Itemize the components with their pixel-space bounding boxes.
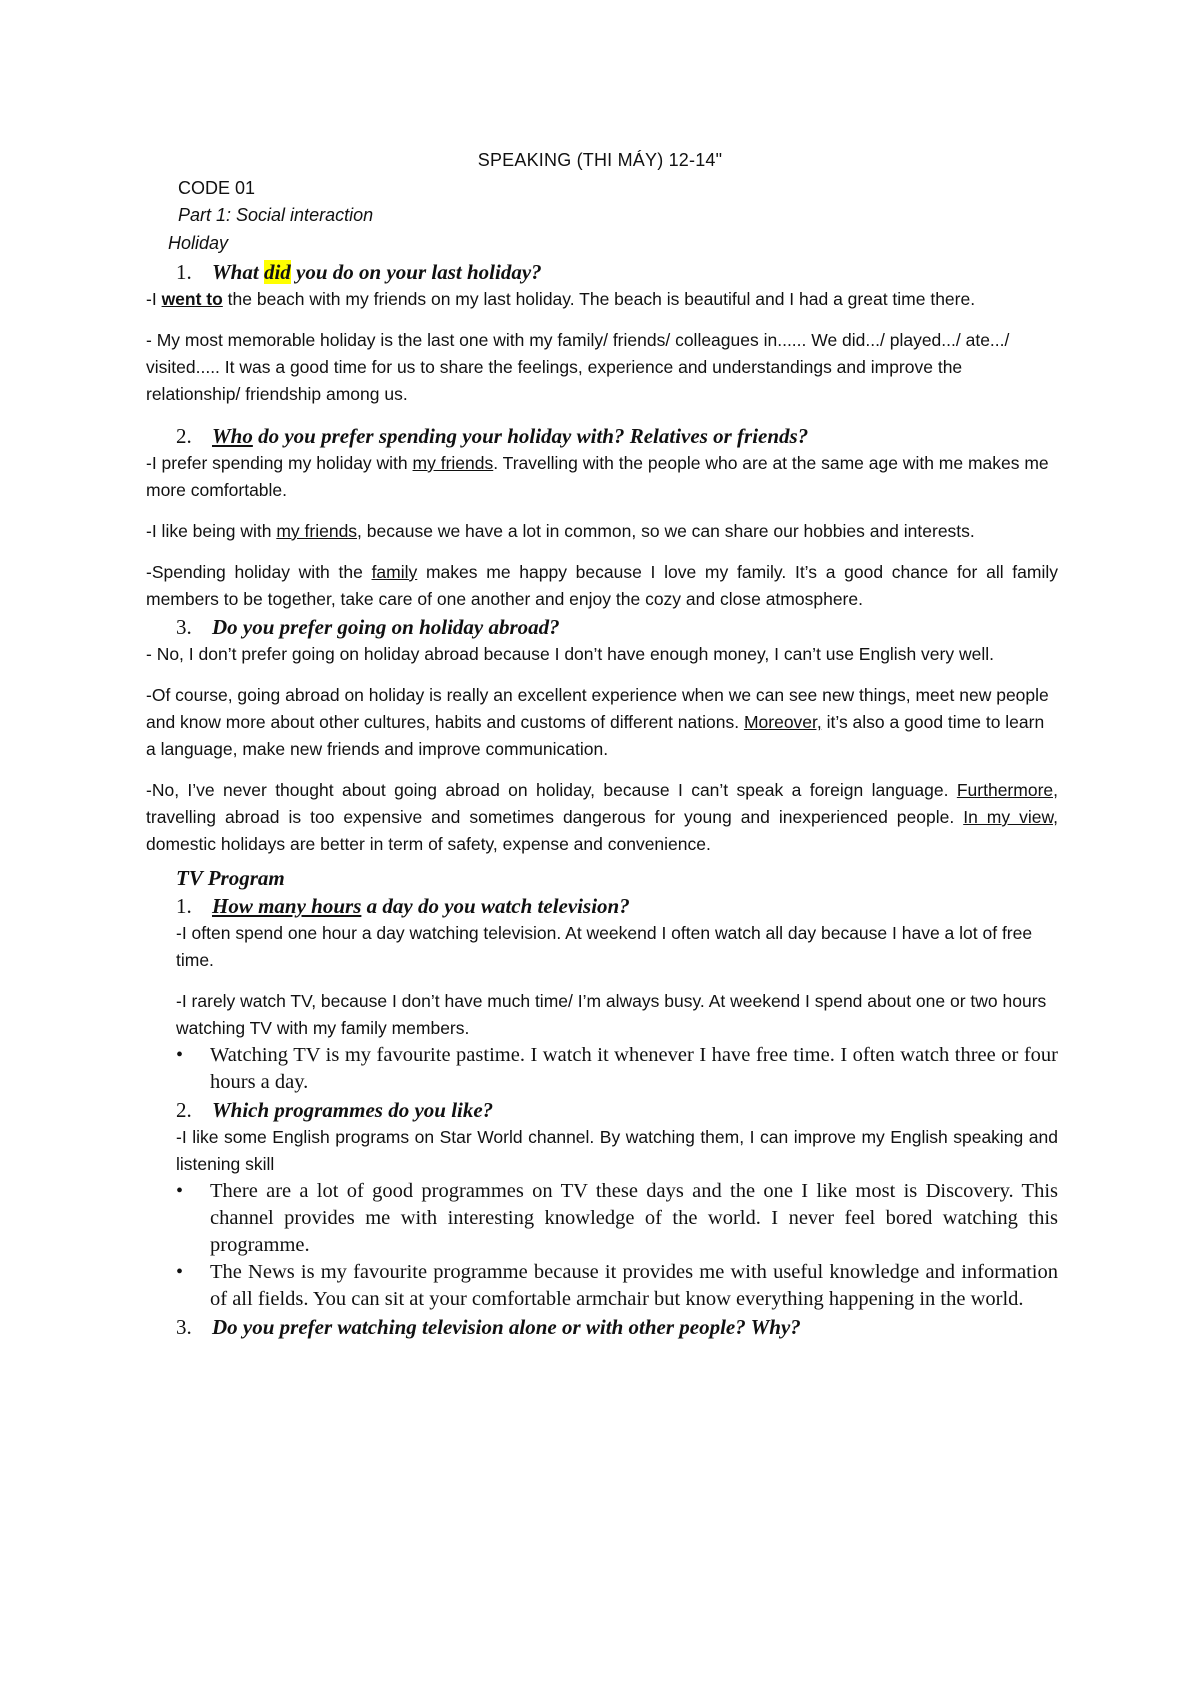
answer-text: -I like being with: [146, 521, 277, 541]
answer-text: -I: [146, 289, 162, 309]
question-text: do you prefer spending your holiday with? Relatives or friends?: [252, 424, 809, 448]
answer-paragraph: [146, 682, 1058, 763]
underlined-phrase: Furthermore,: [956, 780, 1058, 800]
bullet-icon: •: [176, 1261, 184, 1283]
answer-paragraph: [146, 450, 1058, 504]
answer-paragraph: -I like some English programs on Star World channel. By watching them, I can improve my English speaking and listening skill: [176, 1127, 1058, 1174]
question-number: 2.: [176, 424, 192, 448]
bullet-text: The News is my favourite programme because it provides me with useful knowledge and information of all fields. You can sit at your comfortable armchair but know everything happening in the world.: [210, 1261, 1058, 1310]
answer-paragraph: [146, 777, 1058, 858]
question-tv-3: [176, 1313, 1058, 1341]
underlined-phrase: my friends,: [276, 521, 362, 541]
question-text: Do you prefer going on holiday abroad?: [212, 615, 560, 639]
answer-paragraph: - No, I don’t prefer going on holiday abroad because I don’t have enough money, I can’t use English very well.: [146, 644, 994, 664]
underlined-phrase: In my view,: [963, 807, 1058, 827]
question-text: Do you prefer watching television alone or with other people? Why?: [212, 1315, 801, 1339]
bullet-item: [176, 1259, 1058, 1313]
document-title: SPEAKING (THI MÁY) 12-14": [477, 150, 723, 170]
underlined-phrase: How many hours: [212, 894, 362, 918]
answer-text: -No, I’ve never thought about going abroad on holiday, because I can’t speak a foreign language.: [146, 780, 957, 800]
bullet-item: [176, 1042, 1058, 1096]
question-number: 3.: [176, 1315, 192, 1339]
underlined-phrase: Who: [212, 424, 253, 448]
answer-paragraph: [146, 518, 1058, 545]
question-number: 3.: [176, 615, 192, 639]
question-holiday-3: [176, 613, 1058, 641]
bullet-item: [176, 1178, 1058, 1259]
answer-text: it’s also a good time to learn a language, make new friends and improve communication.: [146, 712, 1045, 759]
topic-holiday: Holiday: [168, 233, 229, 253]
question-number: 1.: [176, 260, 192, 284]
bullet-text: There are a lot of good programmes on TV these days and the one I like most is Discovery. This channel provides me with interesting knowledge of the world. I never feel bored watching this programme.: [210, 1180, 1058, 1256]
question-text: Which programmes do you like?: [212, 1098, 494, 1122]
document-body: [146, 258, 1058, 1341]
answer-paragraph: -I often spend one hour a day watching television. At weekend I often watch all day because I have a lot of free time.: [176, 923, 1033, 970]
question-number: 1.: [176, 894, 192, 918]
code-label: CODE 01: [178, 178, 256, 198]
answer-paragraph: -I rarely watch TV, because I don’t have much time/ I’m always busy. At weekend I spend about one or two hours watching TV with my family members.: [176, 991, 1047, 1038]
answer-paragraph: [146, 286, 1058, 313]
underlined-phrase: went to: [161, 289, 223, 309]
answer-text: makes me happy because I love my family. It’s a good chance for all family members to be together, take care of one another and enjoy the cozy and close atmosphere.: [146, 562, 1059, 609]
answer-text: -Of course, going abroad on holiday is really an excellent experience when we can see new things, meet new people and know more about other cultures, habits and customs of different nations.: [146, 685, 1049, 732]
question-text: you do on your last holiday?: [290, 260, 542, 284]
highlighted-word: did: [263, 260, 291, 284]
question-text: What: [212, 260, 264, 284]
question-tv-1: [176, 892, 1058, 920]
underlined-phrase: my friends: [412, 453, 494, 473]
question-text: a day do you watch television?: [361, 894, 630, 918]
answer-paragraph: [146, 559, 1058, 613]
answer-paragraph: - My most memorable holiday is the last one with my family/ friends/ colleagues in...... We did.../ played.../ ate.../ visited..... It was a good time for us to share the feelings, experience and understandings and improve the relationship/ friendship among us.: [146, 330, 1010, 404]
answer-text: because we have a lot in common, so we can share our hobbies and interests.: [361, 521, 975, 541]
answer-text: travelling abroad is too expensive and sometimes dangerous for young and inexperienced people.: [146, 807, 964, 827]
answer-text: -Spending holiday with the: [146, 562, 372, 582]
answer-text: -I prefer spending my holiday with: [146, 453, 413, 473]
answer-text: the beach with my friends on my last holiday. The beach is beautiful and I had a great time there.: [222, 289, 976, 309]
bullet-icon: •: [176, 1044, 184, 1066]
answer-text: domestic holidays are better in term of safety, expense and convenience.: [146, 834, 711, 854]
underlined-phrase: Moreover,: [743, 712, 822, 732]
bullet-icon: •: [176, 1180, 184, 1202]
question-number: 2.: [176, 1098, 192, 1122]
question-tv-2: [176, 1096, 1058, 1124]
question-holiday-1: [176, 258, 1058, 286]
question-holiday-2: [176, 422, 1058, 450]
topic-tv-program: TV Program: [176, 866, 285, 890]
part-heading: Part 1: Social interaction: [178, 205, 374, 225]
underlined-phrase: family: [371, 562, 418, 582]
bullet-text: Watching TV is my favourite pastime. I watch it whenever I have free time. I often watch three or four hours a day.: [210, 1044, 1058, 1093]
answer-text: . Travelling with the people who are at the same age with me makes me more comfortable.: [146, 453, 1049, 500]
